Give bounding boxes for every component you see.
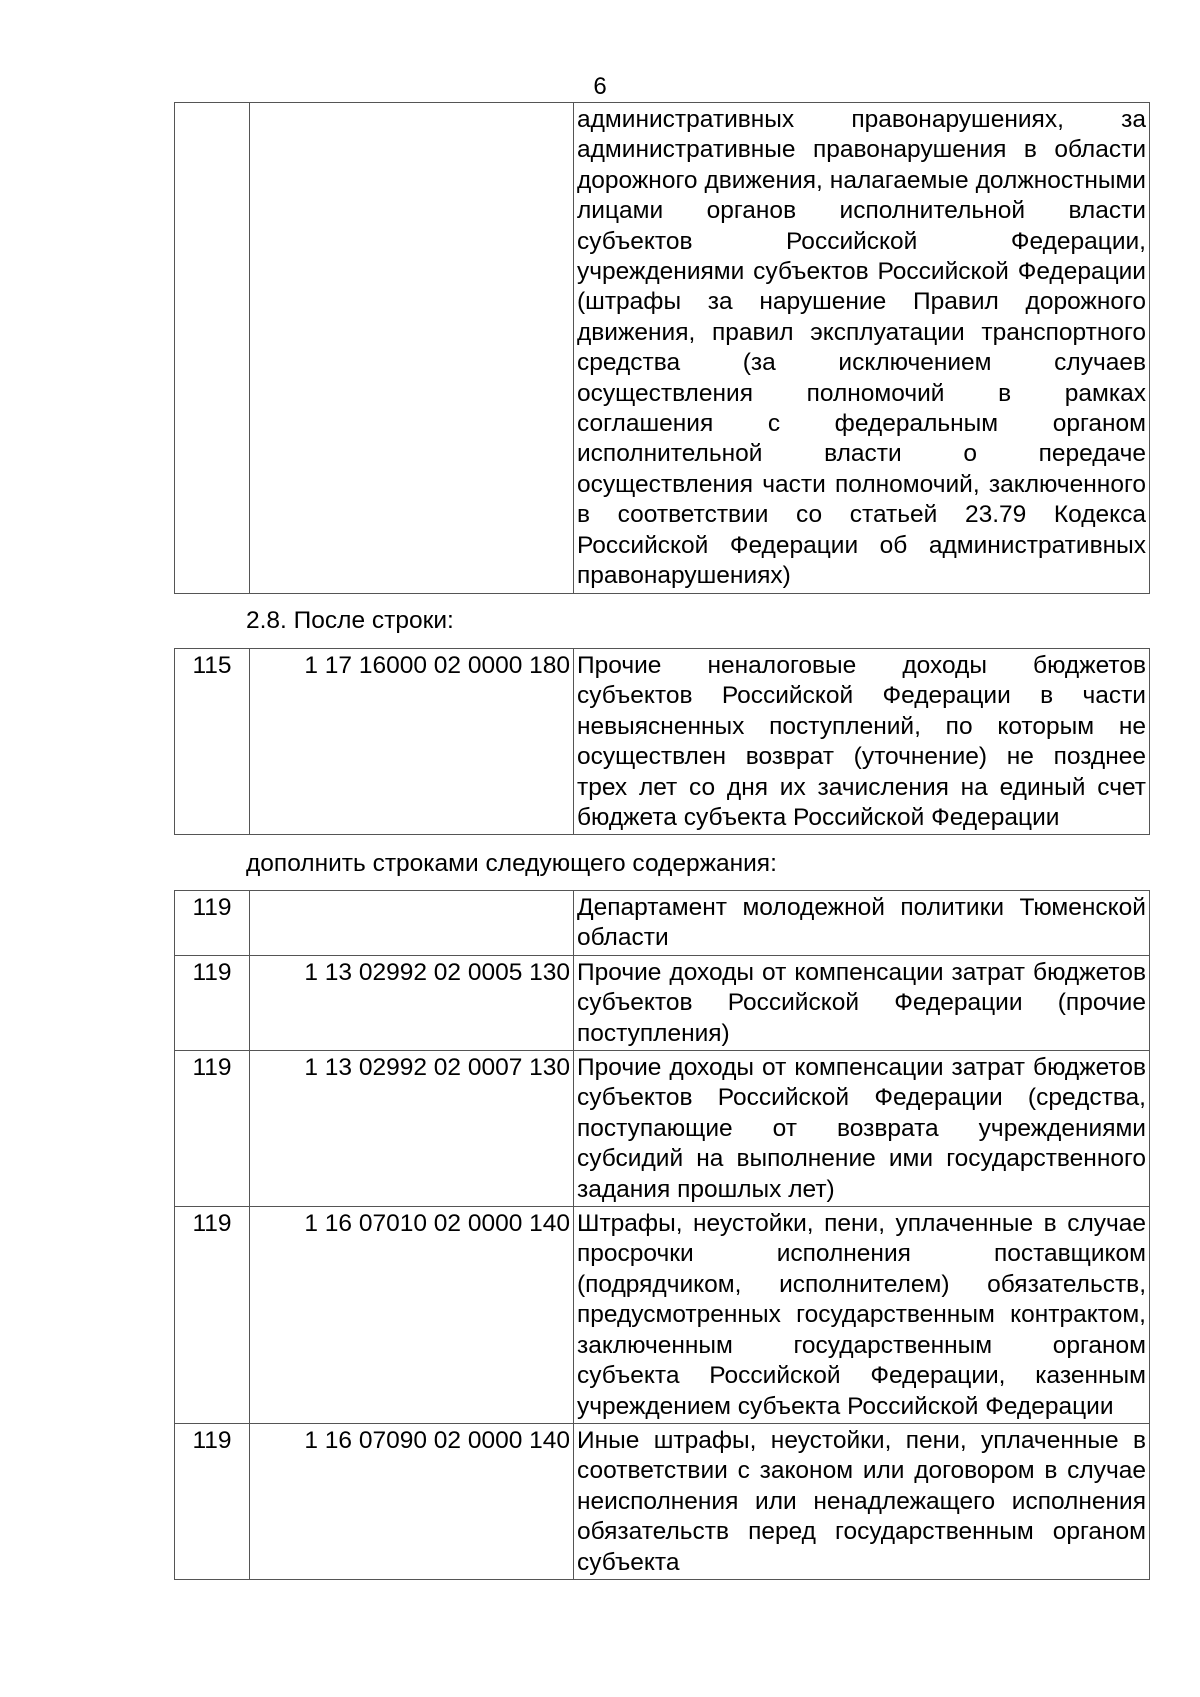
table-after-line [174,648,1150,835]
row-description: Штрафы, неустойки, пени, уплаченные в случае просрочки исполнения поставщиком (подрядчиком, исполнителем) обязательств, предусмотренных государственным контрактом, заключенным государственным органом субъекта Российской Федерации, казенным учреждением субъекта Российской Федерации [574,1207,1150,1424]
paragraph-2-8: 2.8. После строки: [246,607,454,634]
row-description: Иные штрафы, неустойки, пени, уплаченные в соответствии с законом или договором в случае неисполнения или ненадлежащего исполнения обязательств перед государственным органом субъекта [574,1423,1150,1579]
row-number: 119 [175,955,250,1050]
row-code: 1 16 07010 02 0000 140 [250,1207,574,1424]
table-row [175,955,1150,1050]
row-code: 1 17 16000 02 0000 180 [250,649,574,835]
table-row [175,1423,1150,1579]
row-code [250,103,574,594]
row-number [175,103,250,594]
row-number: 119 [175,1423,250,1579]
row-number: 119 [175,891,250,956]
row-description: Прочие доходы от компенсации затрат бюджетов субъектов Российской Федерации (средства, поступающие от возврата учреждениями субсидий на выполнение ими государственного задания прошлых лет) [574,1051,1150,1207]
table-row [175,1051,1150,1207]
paragraph-add-rows: дополнить строками следующего содержания: [246,850,777,877]
table-continuation [174,102,1150,594]
row-description: Департамент молодежной политики Тюменской области [574,891,1150,956]
row-description: Прочие доходы от компенсации затрат бюджетов субъектов Российской Федерации (прочие поступления) [574,955,1150,1050]
table-row [175,649,1150,835]
table-row [175,891,1150,956]
row-code: 1 13 02992 02 0007 130 [250,1051,574,1207]
row-number: 119 [175,1051,250,1207]
row-description: Прочие неналоговые доходы бюджетов субъектов Российской Федерации в части невыясненных поступлений, по которым не осуществлен возврат (уточнение) не позднее трех лет со дня их зачисления на единый счет бюджета субъекта Российской Федерации [574,649,1150,835]
row-description: административных правонарушениях, за административные правонарушения в области дорожного движения, налагаемые должностными лицами органов исполнительной власти субъектов Российской Федерации, учреждениями субъектов Российской Федерации (штрафы за нарушение Правил дорожного движения, правил эксплуатации транспортного средства (за исключением случаев осуществления полномочий в рамках соглашения с федеральным органом исполнительной власти о передаче осуществления части полномочий, заключенного в соответствии со статьей 23.79 Кодекса Российской Федерации об административных правонарушениях) [574,103,1150,594]
table-new-rows [174,890,1150,1580]
page-number: 6 [593,73,607,100]
row-code: 1 16 07090 02 0000 140 [250,1423,574,1579]
row-number: 115 [175,649,250,835]
row-number: 119 [175,1207,250,1424]
table-row [175,1207,1150,1424]
row-code: 1 13 02992 02 0005 130 [250,955,574,1050]
table-row [175,103,1150,594]
row-code [250,891,574,956]
